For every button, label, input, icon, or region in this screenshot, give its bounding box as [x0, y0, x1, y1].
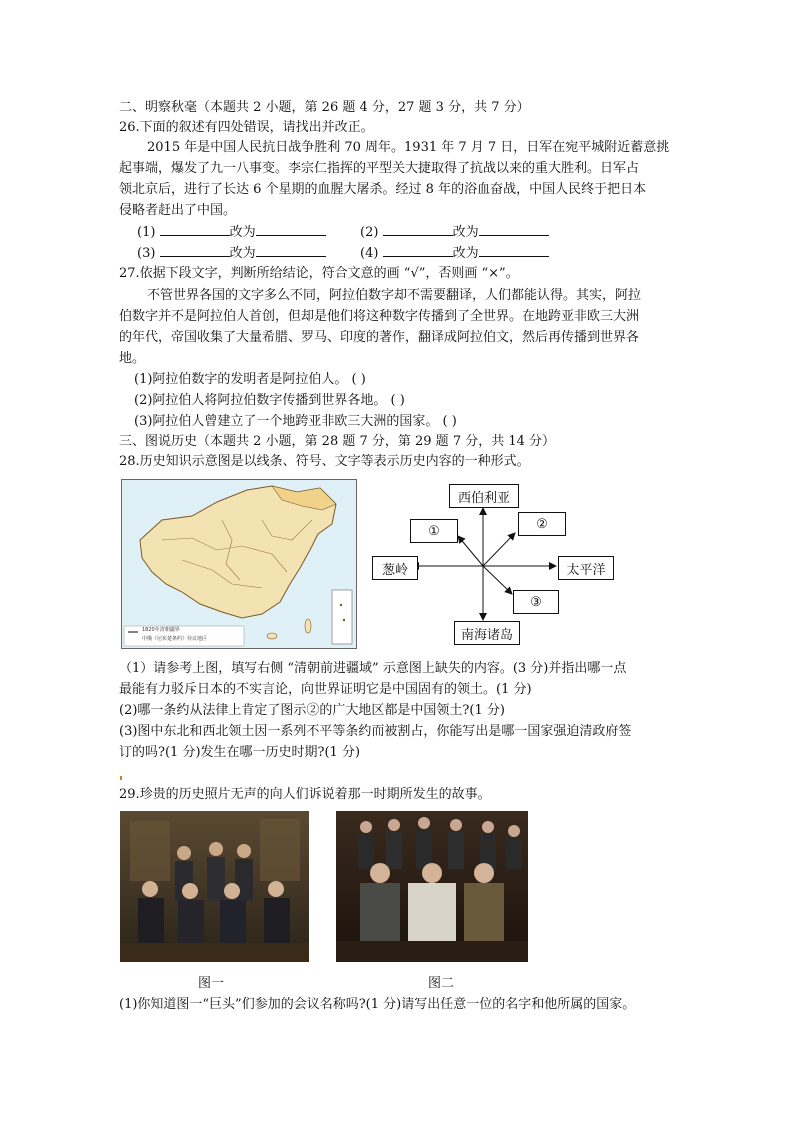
photo-2 [336, 811, 528, 962]
q26-answer-row-2 [360, 223, 549, 242]
diagram-ne-label: ② [536, 516, 548, 532]
map-legend-1: 1820年清朝疆界 [142, 627, 180, 633]
answer-blank[interactable] [256, 223, 326, 236]
q27-item-2: (2)阿拉伯人将阿拉伯数字传播到世界各地。 ( ) [134, 393, 405, 408]
change-to-label: 改为 [452, 225, 479, 240]
q26-answer-row-3 [137, 244, 326, 263]
q28-question-line-5: 订的吗?(1 分)发生在哪一历史时期?(1 分) [119, 745, 361, 760]
blank-label: (4) [360, 246, 379, 261]
q27-item-1: (1)阿拉伯数字的发明者是阿拉伯人。 ( ) [134, 372, 366, 387]
answer-blank[interactable] [479, 223, 549, 236]
diagram-nw-label: ① [428, 523, 440, 539]
change-to-label: 改为 [229, 225, 256, 240]
photo-1-graphic [120, 811, 309, 962]
q26-stem: 26.下面的叙述有四处错误，请找出并改正。 [119, 120, 374, 135]
q28-stem: 28.历史知识示意图是以线条、符号、文字等表示历史内容的一种形式。 [119, 454, 530, 469]
blank-label: (2) [360, 225, 379, 240]
q26-passage-line-1: 2015 年是中国人民抗日战争胜利 70 周年。1931 年 7 月 7 日，日军在宛平城附近蓄意挑 [147, 140, 670, 155]
q29-stem: 29.珍贵的历史照片无声的向人们诉说着那一时期所发生的故事。 [119, 787, 491, 802]
q28-question-line-3: (2)哪一条约从法律上肯定了图示②的广大地区都是中国领土?(1 分) [119, 703, 505, 718]
map-graphic [122, 480, 356, 648]
stray-mark [120, 776, 122, 780]
diagram-east-box [558, 556, 614, 580]
section2-heading: 二、明察秋毫（本题共 2 小题，第 26 题 4 分，27 题 3 分，共 7 分） [119, 100, 530, 115]
diagram-west-box [372, 556, 418, 580]
answer-blank[interactable] [160, 244, 230, 257]
qing-territory-map [121, 479, 357, 649]
change-to-label: 改为 [452, 246, 479, 261]
diagram-se-box [513, 590, 559, 614]
q27-item-3: (3)阿拉伯人曾建立了一个地跨亚非欧三大洲的国家。 ( ) [134, 414, 457, 429]
q27-passage-line-3: 的年代，帝国收集了大量希腊、罗马、印度的著作，翻译成阿拉伯文，然后再传播到世界各 [119, 330, 640, 345]
answer-blank[interactable] [383, 223, 453, 236]
q27-stem: 27.依据下段文字，判断所给结论，符合文意的画 “√”，否则画 “×”。 [119, 266, 519, 281]
q26-passage-line-2: 起事端，爆发了九一八事变。李宗仁指挥的平型关大捷取得了抗战以来的重大胜利。日军占 [119, 161, 640, 176]
photo-1-caption: 图一 [198, 976, 225, 991]
section3-heading: 三、图说历史（本题共 2 小题，第 28 题 7 分，第 29 题 7 分，共 14 分） [119, 434, 556, 449]
blank-label: (1) [137, 225, 156, 240]
q28-question-line-4: (3)图中东北和西北领土因一系列不平等条约而被割占，你能写出是哪一国家强迫清政府签 [119, 724, 632, 739]
q26-passage-line-3: 领北京后，进行了长达 6 个星期的血腥大屠杀。经过 8 年的浴血奋战，中国人民终于把日本 [119, 182, 647, 197]
answer-blank[interactable] [383, 244, 453, 257]
diagram-south-box [454, 621, 520, 645]
diagram-nw-box [410, 519, 458, 543]
diagram-south-label: 南海诸岛 [460, 627, 513, 643]
diagram-se-label: ③ [530, 594, 542, 610]
q26-answer-row-1 [137, 223, 326, 242]
q28-question-line-1: （1）请参考上图，填写右侧 “清朝前进疆域” 示意图上缺失的内容。(3 分)并指出哪一点 [119, 661, 627, 676]
q26-answer-row-4 [360, 244, 549, 263]
photo-2-caption: 图二 [428, 976, 455, 991]
q26-passage-line-4: 侵略者赶出了中国。 [119, 203, 237, 218]
answer-blank[interactable] [256, 244, 326, 257]
change-to-label: 改为 [229, 246, 256, 261]
q28-question-line-2: 最能有力驳斥日本的不实言论，向世界证明它是中国固有的领土。(1 分) [119, 682, 532, 697]
answer-blank[interactable] [479, 244, 549, 257]
diagram-north-label: 西伯利亚 [457, 490, 510, 506]
diagram-ne-box [518, 512, 566, 536]
map-legend-2: 中俄《尼布楚条约》待议地区 [142, 636, 208, 642]
photo-1 [120, 811, 309, 962]
photo-2-graphic [336, 811, 528, 962]
q27-passage-line-2: 伯数字并不是阿拉伯人首创，但却是他们将这种数字传播到了全世界。在地跨亚非欧三大洲 [119, 309, 640, 324]
q29-question-1: (1)你知道图一“巨头”们参加的会议名称吗?(1 分)请写出任意一位的名字和他所属的国家。 [119, 997, 636, 1012]
diagram-west-label: 葱岭 [381, 562, 408, 578]
q27-passage-line-4: 地。 [119, 351, 146, 366]
diagram-north-box [449, 484, 519, 508]
blank-label: (3) [137, 246, 156, 261]
q27-passage-line-1: 不管世界各国的文字多么不同，阿拉伯数字却不需要翻译，人们都能认得。其实，阿拉 [147, 288, 642, 303]
answer-blank[interactable] [160, 223, 230, 236]
diagram-east-label: 太平洋 [566, 562, 606, 578]
